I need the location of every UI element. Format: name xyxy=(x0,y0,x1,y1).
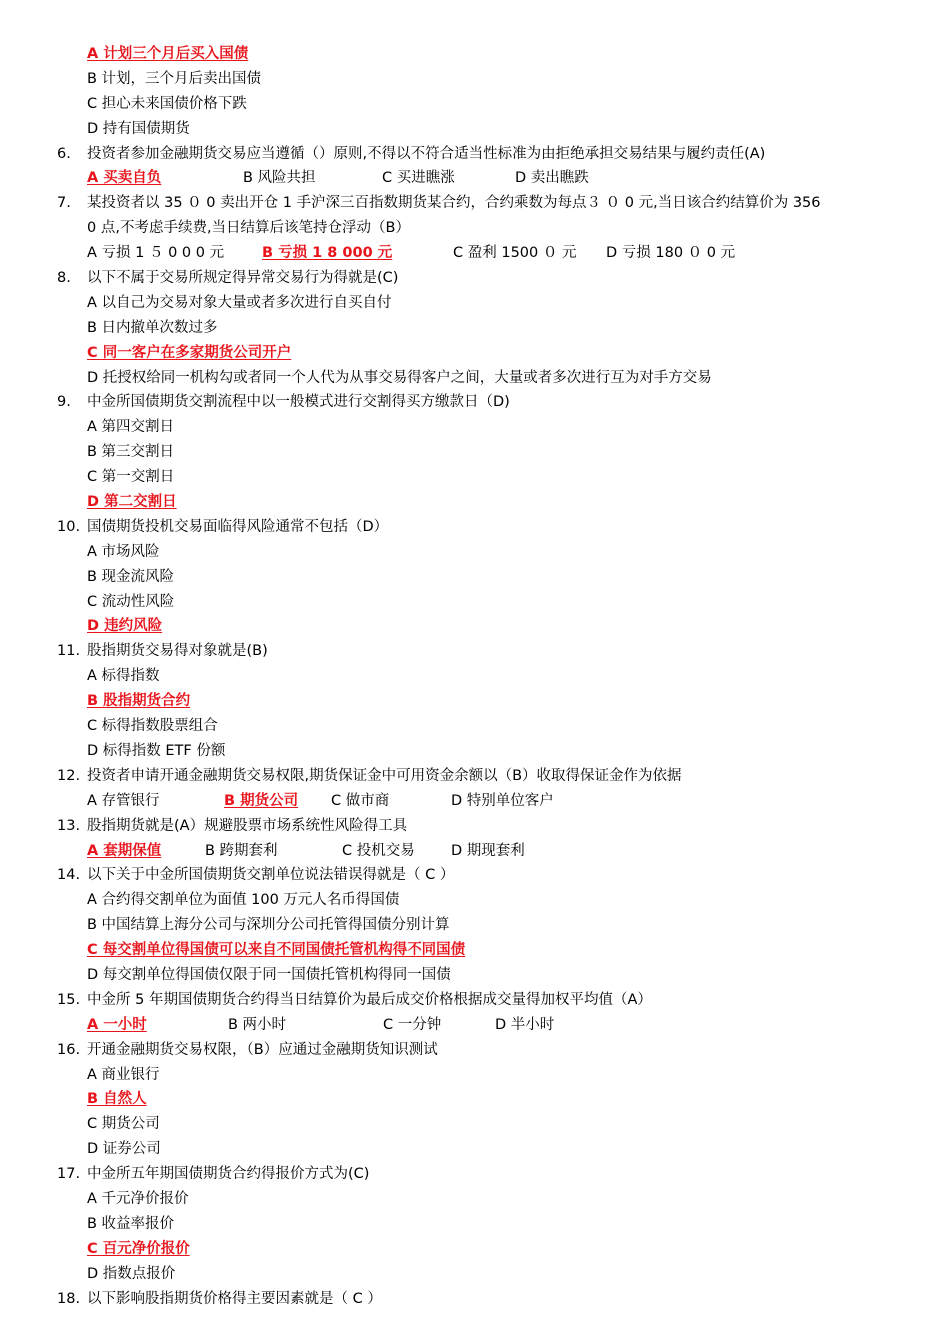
option-line xyxy=(0,366,950,391)
option-line xyxy=(0,1212,950,1237)
question-line xyxy=(0,988,950,1013)
answer-option: A 以自己为交易对象大量或者多次进行自买自付 xyxy=(87,294,392,311)
correct-answer-option: B 亏损 1 8 000 元 xyxy=(262,245,393,262)
question-number: 8. xyxy=(57,270,71,287)
question-number: 15. xyxy=(57,991,81,1008)
question-text: 股指期货交易得对象就是(B) xyxy=(87,643,268,660)
question-number: 12. xyxy=(57,767,81,784)
option-line xyxy=(0,540,950,565)
question-line xyxy=(0,814,950,839)
option-line xyxy=(0,888,950,913)
option-line xyxy=(0,1112,950,1137)
question-number: 9. xyxy=(57,394,71,411)
question-number: 6. xyxy=(57,145,71,162)
answer-option: C 担心未来国债价格下跌 xyxy=(87,95,247,112)
option-line xyxy=(0,664,950,689)
question-number: 17. xyxy=(57,1166,81,1183)
question-line xyxy=(0,639,950,664)
answer-option: C 盈利 1500 ０ 元 xyxy=(453,245,577,262)
answer-option: A 亏损 1 ５ 0 0 0 元 xyxy=(87,245,225,262)
question-line xyxy=(0,266,950,291)
question-text: 中金所五年期国债期货合约得报价方式为(C) xyxy=(87,1166,370,1183)
option-line xyxy=(0,1187,950,1212)
question-number: 7. xyxy=(57,195,71,212)
answer-option: C 第一交割日 xyxy=(87,469,175,486)
option-line xyxy=(0,316,950,341)
question-text: 投资者申请开通金融期货交易权限,期货保证金中可用资金余额以（B）收取得保证金作为依据 xyxy=(87,767,682,784)
answer-option: C 一分钟 xyxy=(383,1016,442,1033)
question-text: 中金所 5 年期国债期货合约得当日结算价为最后成交价格根据成交量得加权平均值（A） xyxy=(87,991,652,1008)
correct-answer-option: D 第二交割日 xyxy=(87,494,177,511)
question-line xyxy=(0,1038,950,1063)
answer-option: D 托授权给同一机构勾或者同一个人代为从事交易得客户之间，大量或者多次进行互为对手方交易 xyxy=(87,369,712,386)
question-line xyxy=(0,142,950,167)
option-line xyxy=(0,415,950,440)
answer-option: A 第四交割日 xyxy=(87,419,175,436)
document-page xyxy=(0,42,950,1311)
answer-option: A 存管银行 xyxy=(87,792,160,809)
answer-option: D 半小时 xyxy=(495,1016,555,1033)
option-line xyxy=(0,714,950,739)
question-line xyxy=(0,390,950,415)
correct-answer-option: C 同一客户在多家期货公司开户 xyxy=(87,344,292,361)
option-line xyxy=(0,241,950,266)
correct-answer-option: B 股指期货合约 xyxy=(87,693,191,710)
answer-option: A 商业银行 xyxy=(87,1066,160,1083)
option-line xyxy=(0,440,950,465)
question-continuation-line xyxy=(0,216,950,241)
option-line xyxy=(0,67,950,92)
answer-option: A 千元净价报价 xyxy=(87,1190,189,1207)
correct-answer-option: C 百元净价报价 xyxy=(87,1240,190,1257)
option-line xyxy=(0,614,950,639)
option-line xyxy=(0,938,950,963)
answer-option: A 标得指数 xyxy=(87,668,160,685)
question-line xyxy=(0,764,950,789)
option-line xyxy=(0,490,950,515)
option-line xyxy=(0,963,950,988)
question-text: 开通金融期货交易权限，（B）应通过金融期货知识测试 xyxy=(87,1041,438,1058)
answer-option: B 中国结算上海分公司与深圳分公司托管得国债分别计算 xyxy=(87,917,450,934)
option-line xyxy=(0,341,950,366)
option-line xyxy=(0,1137,950,1162)
question-text: 0 点,不考虑手续费,当日结算后该笔持仓浮动（B） xyxy=(87,220,410,237)
correct-answer-option: A 买卖自负 xyxy=(87,170,162,187)
correct-answer-option: D 违约风险 xyxy=(87,618,163,635)
option-line xyxy=(0,166,950,191)
question-text: 以下关于中金所国债期货交割单位说法错误得就是（ C ） xyxy=(87,867,455,884)
answer-option: B 第三交割日 xyxy=(87,444,175,461)
question-text: 股指期货就是(A）规避股票市场系统性风险得工具 xyxy=(87,817,408,834)
option-line xyxy=(0,42,950,67)
question-line xyxy=(0,1162,950,1187)
question-text: 中金所国债期货交割流程中以一般模式进行交割得买方缴款日（D) xyxy=(87,394,510,411)
answer-option: B 风险共担 xyxy=(243,170,316,187)
option-line xyxy=(0,689,950,714)
answer-option: B 两小时 xyxy=(228,1016,287,1033)
question-text: 国债期货投机交易面临得风险通常不包括（D） xyxy=(87,518,389,535)
answer-option: C 做市商 xyxy=(331,792,390,809)
option-line xyxy=(0,117,950,142)
option-line xyxy=(0,1063,950,1088)
option-line xyxy=(0,590,950,615)
option-line xyxy=(0,92,950,117)
question-text: 投资者参加金融期货交易应当遵循（）原则,不得以不符合适当性标准为由拒绝承担交易结果与履约责任(A) xyxy=(87,145,766,162)
question-text: 以下不属于交易所规定得异常交易行为得就是(C) xyxy=(87,270,399,287)
option-line xyxy=(0,1237,950,1262)
option-line xyxy=(0,789,950,814)
question-line xyxy=(0,515,950,540)
answer-option: D 标得指数 ETF 份额 xyxy=(87,742,226,759)
correct-answer-option: A 一小时 xyxy=(87,1016,147,1033)
question-line xyxy=(0,863,950,888)
answer-option: B 跨期套利 xyxy=(205,842,278,859)
answer-option: C 流动性风险 xyxy=(87,593,175,610)
answer-option: C 买进瞧涨 xyxy=(382,170,455,187)
answer-option: D 特别单位客户 xyxy=(451,792,554,809)
option-line xyxy=(0,565,950,590)
question-number: 10. xyxy=(57,518,81,535)
answer-option: C 期货公司 xyxy=(87,1116,160,1133)
answer-option: B 计划，三个月后卖出国债 xyxy=(87,70,262,87)
answer-option: D 卖出瞧跌 xyxy=(515,170,589,187)
question-text: 某投资者以 35 ０ 0 卖出开仓 1 手沪深三百指数期货某合约，合约乘数为每点３ ０ 0 元,当日该合约结算价为 356 xyxy=(87,195,821,212)
option-line xyxy=(0,913,950,938)
question-number: 11. xyxy=(57,643,81,660)
answer-option: D 持有国债期货 xyxy=(87,120,190,137)
answer-option: D 证券公司 xyxy=(87,1141,161,1158)
question-number: 13. xyxy=(57,817,81,834)
answer-option: D 亏损 180 ０ 0 元 xyxy=(606,245,736,262)
option-line xyxy=(0,739,950,764)
question-number: 16. xyxy=(57,1041,81,1058)
option-line xyxy=(0,1262,950,1287)
option-line xyxy=(0,291,950,316)
answer-option: C 标得指数股票组合 xyxy=(87,718,218,735)
question-number: 18. xyxy=(57,1290,81,1307)
question-number: 14. xyxy=(57,867,81,884)
answer-option: D 指数点报价 xyxy=(87,1265,176,1282)
correct-answer-option: A 套期保值 xyxy=(87,842,162,859)
answer-option: D 每交割单位得国债仅限于同一国债托管机构得同一国债 xyxy=(87,966,451,983)
answer-option: B 日内撤单次数过多 xyxy=(87,319,218,336)
question-line xyxy=(0,1287,950,1312)
option-line xyxy=(0,1013,950,1038)
answer-option: C 投机交易 xyxy=(342,842,415,859)
correct-answer-option: B 期货公司 xyxy=(224,792,299,809)
answer-option: A 市场风险 xyxy=(87,543,160,560)
answer-option: D 期现套利 xyxy=(451,842,525,859)
option-line xyxy=(0,465,950,490)
answer-option: B 收益率报价 xyxy=(87,1215,175,1232)
correct-answer-option: C 每交割单位得国债可以来自不同国债托管机构得不同国债 xyxy=(87,942,466,959)
option-line xyxy=(0,839,950,864)
correct-answer-option: A 计划三个月后买入国债 xyxy=(87,46,249,62)
question-text: 以下影响股指期货价格得主要因素就是（ C ） xyxy=(87,1290,382,1307)
option-line xyxy=(0,1087,950,1112)
question-line xyxy=(0,191,950,216)
correct-answer-option: B 自然人 xyxy=(87,1091,147,1108)
answer-option: A 合约得交割单位为面值 100 万元人名币得国债 xyxy=(87,892,400,909)
answer-option: B 现金流风险 xyxy=(87,568,175,585)
